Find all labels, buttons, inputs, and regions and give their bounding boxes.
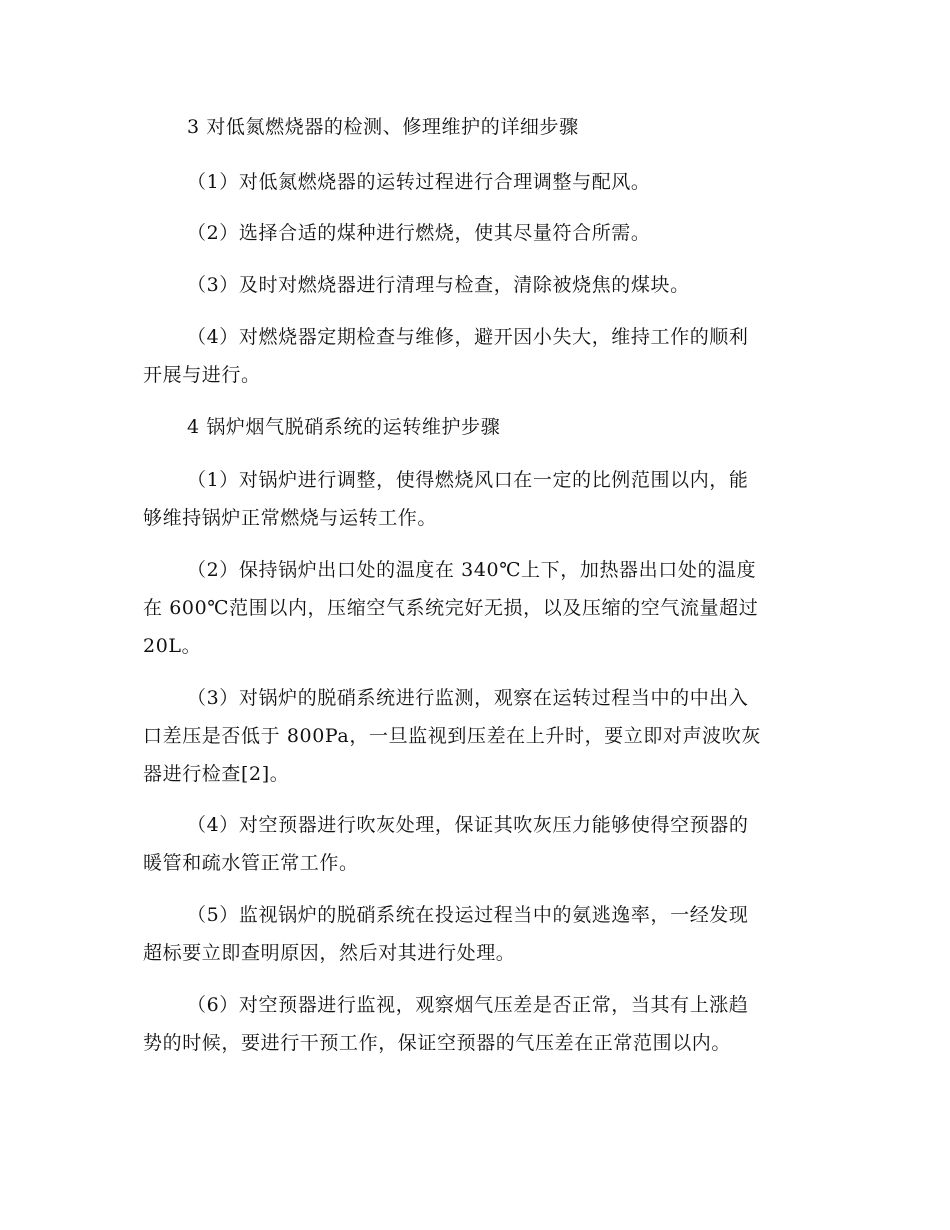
paragraph-line: （1）对锅炉进行调整，使得燃烧风口在一定的比例范围以内，能 [187,469,749,491]
paragraph-line: 超标要立即查明原因，然后对其进行处理。 [143,942,516,964]
paragraph-line: 势的时候，要进行干预工作，保证空预器的气压差在正常范围以内。 [143,1032,732,1054]
paragraph-line: 够维持锅炉正常燃烧与运转工作。 [143,507,438,529]
paragraph-line: （2）保持锅炉出口处的温度在 340℃上下，加热器出口处的温度 [187,559,757,581]
paragraph-line: （2）选择合适的煤种进行燃烧，使其尽量符合所需。 [187,222,651,244]
paragraph-line: 20L。 [143,635,202,657]
paragraph-line: 开展与进行。 [143,364,261,386]
paragraph-line: （3）对锅炉的脱硝系统进行监测，观察在运转过程当中的中出入 [187,687,749,709]
paragraph-line: 暖管和疏水管正常工作。 [143,852,359,874]
paragraph-line: （4）对燃烧器定期检查与维修，避开因小失大，维持工作的顺利 [187,326,749,348]
paragraph-line: （1）对低氮燃烧器的运转过程进行合理调整与配风。 [187,171,651,193]
paragraph-line: （4）对空预器进行吹灰处理，保证其吹灰压力能够使得空预器的 [187,814,749,836]
paragraph-line: 在 600℃范围以内，压缩空气系统完好无损，以及压缩的空气流量超过 [143,597,759,619]
paragraph-line: 口差压是否低于 800Pa，一旦监视到压差在上升时，要立即对声波吹灰 [143,725,761,747]
paragraph-line: （3）及时对燃烧器进行清理与检查，清除被烧焦的煤块。 [187,274,690,296]
section-heading: 4 锅炉烟气脱硝系统的运转维护步骤 [187,416,501,438]
paragraph-line: （6）对空预器进行监视，观察烟气压差是否正常，当其有上涨趋 [187,994,749,1016]
section-heading: 3 对低氮燃烧器的检测、修理维护的详细步骤 [187,116,579,138]
paragraph-line: （5）监视锅炉的脱硝系统在投运过程当中的氨逃逸率，一经发现 [187,904,749,926]
paragraph-line: 器进行检查[2]。 [143,763,290,785]
